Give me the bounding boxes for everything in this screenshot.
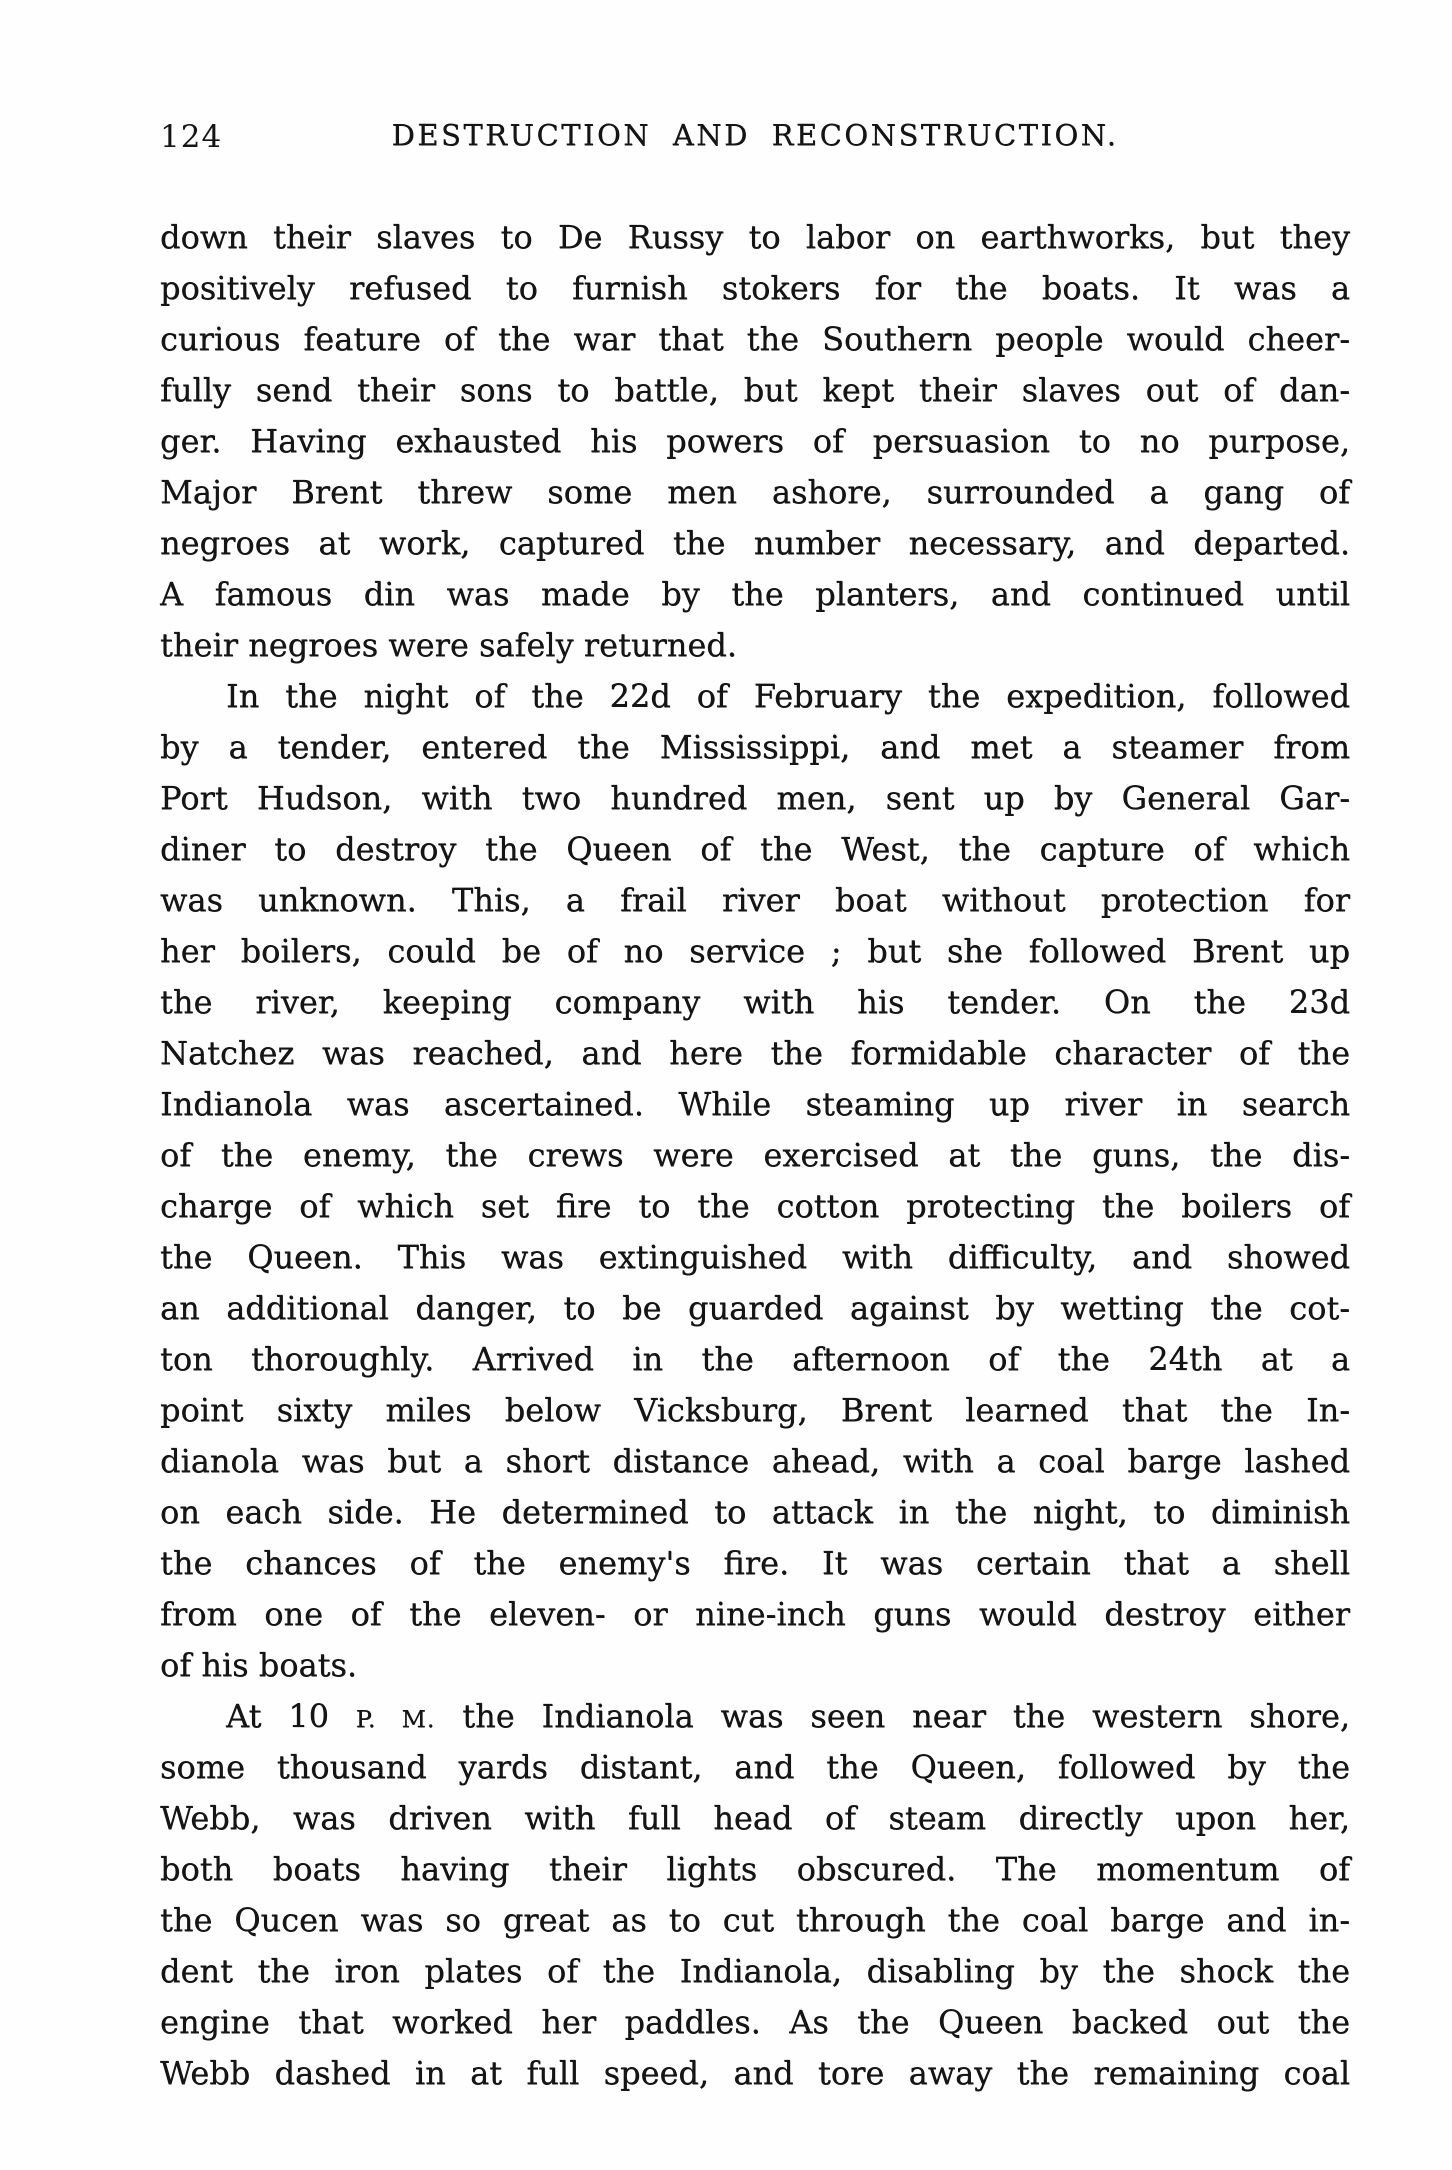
text-line: ger. Having exhausted his powers of persuasion to no purpose, [160,422,1350,460]
text-line: point sixty miles below Vicksburg, Brent learned that the In- [160,1391,1350,1429]
text-line: negroes at work, captured the number necessary, and departed. [160,524,1350,562]
text-line: engine that worked her paddles. As the Queen backed out the [160,2003,1350,2041]
text-line: ton thoroughly. Arrived in the afternoon of the 24th at a [160,1340,1350,1378]
text-segment: the Indianola was seen near the western shore, [435,1697,1350,1735]
text-line: from one of the eleven- or nine-inch guns would destroy either [160,1595,1350,1633]
text-line: charge of which set fire to the cotton protecting the boilers of [160,1187,1350,1225]
text-line: some thousand yards distant, and the Queen, followed by the [160,1748,1350,1786]
text-line: an additional danger, to be guarded against by wetting the cot- [160,1289,1350,1327]
text-line: by a tender, entered the Mississippi, and met a steamer from [160,728,1350,766]
text-line: of the enemy, the crews were exercised at the guns, the dis- [160,1136,1350,1174]
small-caps-text: P. M. [355,1705,436,1733]
text-line: her boilers, could be of no service ; but she followed Brent up [160,932,1350,970]
text-line: In the night of the 22d of February the expedition, followed [226,677,1350,715]
text-line [160,1691,1350,1742]
text-line: Indianola was ascertained. While steaming up river in search [160,1085,1350,1123]
text-line: the Qucen was so great as to cut through the coal barge and in- [160,1901,1350,1939]
text-line: the chances of the enemy's fire. It was certain that a shell [160,1544,1350,1582]
text-line: on each side. He determined to attack in the night, to diminish [160,1493,1350,1531]
text-line: the river, keeping company with his tender. On the 23d [160,983,1350,1021]
text-line: the Queen. This was extinguished with difficulty, and showed [160,1238,1350,1276]
text-line: diner to destroy the Queen of the West, the capture of which [160,830,1350,868]
text-line: dent the iron plates of the Indianola, disabling by the shock the [160,1952,1350,1990]
text-line: Webb, was driven with full head of steam directly upon her, [160,1799,1350,1837]
text-line: down their slaves to De Russy to labor on earthworks, but they [160,218,1350,256]
text-line: dianola was but a short distance ahead, with a coal barge lashed [160,1442,1350,1480]
text-line: Major Brent threw some men ashore, surrounded a gang of [160,473,1350,511]
text-line: fully send their sons to battle, but kept their slaves out of dan- [160,371,1350,409]
text-line: Port Hudson, with two hundred men, sent up by General Gar- [160,779,1350,817]
text-line: Natchez was reached, and here the formidable character of the [160,1034,1350,1072]
running-title: DESTRUCTION AND RECONSTRUCTION. [391,118,1119,152]
text-line: of his boats. [160,1646,357,1684]
text-line: Webb dashed in at full speed, and tore away the remaining coal [160,2054,1350,2092]
text-line: A famous din was made by the planters, and continued until [160,575,1350,613]
text-segment: At 10 [226,1697,356,1735]
text-line: positively refused to furnish stokers for the boats. It was a [160,269,1350,307]
text-line: curious feature of the war that the Southern people would cheer- [160,320,1350,358]
page-number: 124 [160,119,223,155]
text-block [160,212,1350,2099]
running-head [160,116,1350,158]
text-line: both boats having their lights obscured. The momentum of [160,1850,1350,1888]
text-line: their negroes were safely returned. [160,626,737,664]
text-line: was unknown. This, a frail river boat without protection for [160,881,1350,919]
